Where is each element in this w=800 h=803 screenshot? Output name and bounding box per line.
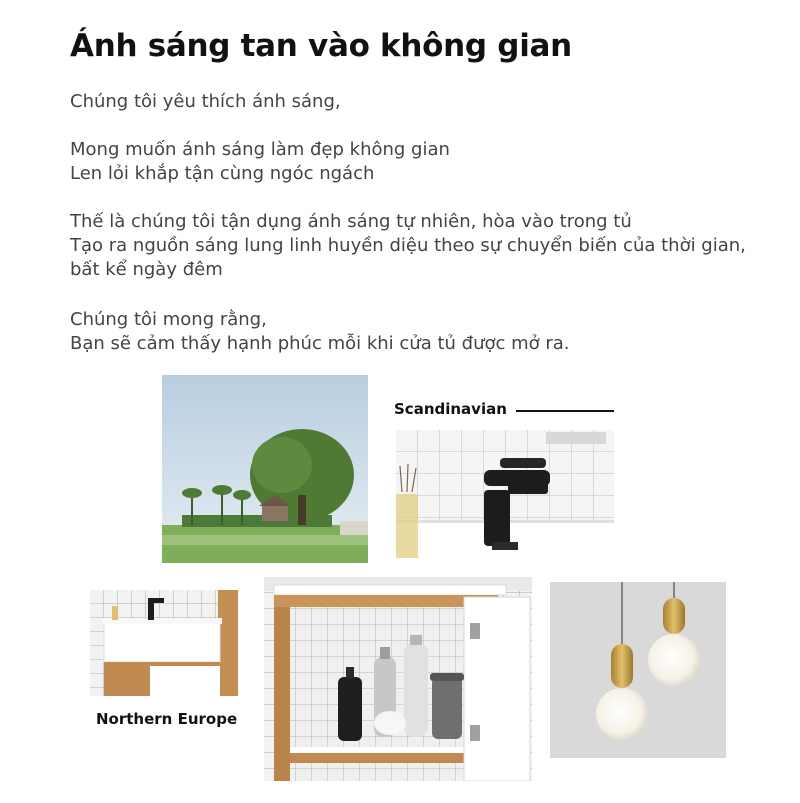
pendant-lamp-graphic bbox=[550, 582, 726, 758]
paragraph-line: Bạn sẽ cảm thấy hạnh phúc mỗi khi cửa tủ được mở ra. bbox=[70, 333, 570, 354]
landscape-photo-graphic bbox=[162, 375, 368, 563]
paragraph-1 bbox=[70, 90, 341, 114]
paragraph-line: Mong muốn ánh sáng làm đẹp không gian bbox=[70, 139, 450, 160]
page-title: Ánh sáng tan vào không gian bbox=[70, 28, 572, 64]
paragraph-2 bbox=[70, 138, 450, 186]
landscape-photo bbox=[162, 375, 368, 563]
caption-northern-europe: Northern Europe bbox=[96, 710, 238, 728]
paragraph-3 bbox=[70, 210, 746, 282]
vanity-photo bbox=[90, 590, 238, 696]
vanity-photo-graphic bbox=[90, 590, 238, 696]
caption-scandinavian: Scandinavian bbox=[394, 400, 507, 418]
paragraph-line: bất kể ngày đêm bbox=[70, 259, 223, 280]
paragraph-line: Chúng tôi mong rằng, bbox=[70, 309, 267, 330]
paragraph-line: Len lỏi khắp tận cùng ngóc ngách bbox=[70, 163, 375, 184]
paragraph-line: Chúng tôi yêu thích ánh sáng, bbox=[70, 91, 341, 112]
paragraph-line: Tạo ra nguồn sáng lung linh huyền diệu theo sự chuyển biến của thời gian, bbox=[70, 235, 746, 256]
faucet-photo-graphic bbox=[396, 430, 614, 562]
paragraph-line: Thế là chúng tôi tận dụng ánh sáng tự nhiên, hòa vào trong tủ bbox=[70, 211, 632, 232]
caption-rule bbox=[516, 410, 614, 412]
paragraph-4 bbox=[70, 308, 570, 356]
faucet-photo bbox=[396, 430, 614, 562]
cabinet-photo-graphic bbox=[264, 577, 532, 781]
cabinet-photo bbox=[264, 577, 532, 781]
pendant-lamp-photo bbox=[550, 582, 726, 758]
